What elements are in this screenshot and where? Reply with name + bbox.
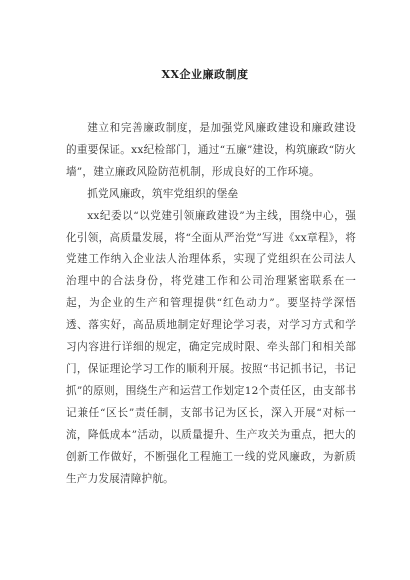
intro-paragraph: 建立和完善廉政制度，是加强党风廉政建设和廉政建设的重要保证。xx纪检部门，通过“五廉”建设，构筑廉政“防火墙”，建立廉政风险防范机制，形成良好的工作环境。 xyxy=(66,122,356,178)
section-heading: 抓党风廉政，筑牢党组织的堡垒 xyxy=(87,187,239,200)
document-body xyxy=(66,118,356,490)
body-paragraph: xx纪委以“以党建引领廉政建设”为主线，围绕中心，强化引领，高质量发展，将“全面从严治党”写进《xx章程》，将党建工作纳入企业法人治理体系，实现了党组织在公司法人治理中的合法身份，将党建工作和公司治理紧密联系在一起，为企业的生产和管理提供“红色动力”。要坚持学深悟透、落实好，高品质地制定好理论学习表，对学习方式和学习内容进行详细的规定，确定完成时限、牵头部门和相关部门，保证理论学习工作的顺利开展。按照“书记抓书记，书记抓”的原则，围绕生产和运营工作划定12个责任区，由支部书记兼任“区长”责任制，支部书记为区长，深入开展“对标一流，降低成本”活动，以质量提升、生产攻关为重点，把大的创新工作做好，不断强化工程施工一线的党风廉政，为新质生产力发展清障护航。 xyxy=(66,209,356,485)
document-title: XX企业廉政制度 xyxy=(161,68,249,81)
